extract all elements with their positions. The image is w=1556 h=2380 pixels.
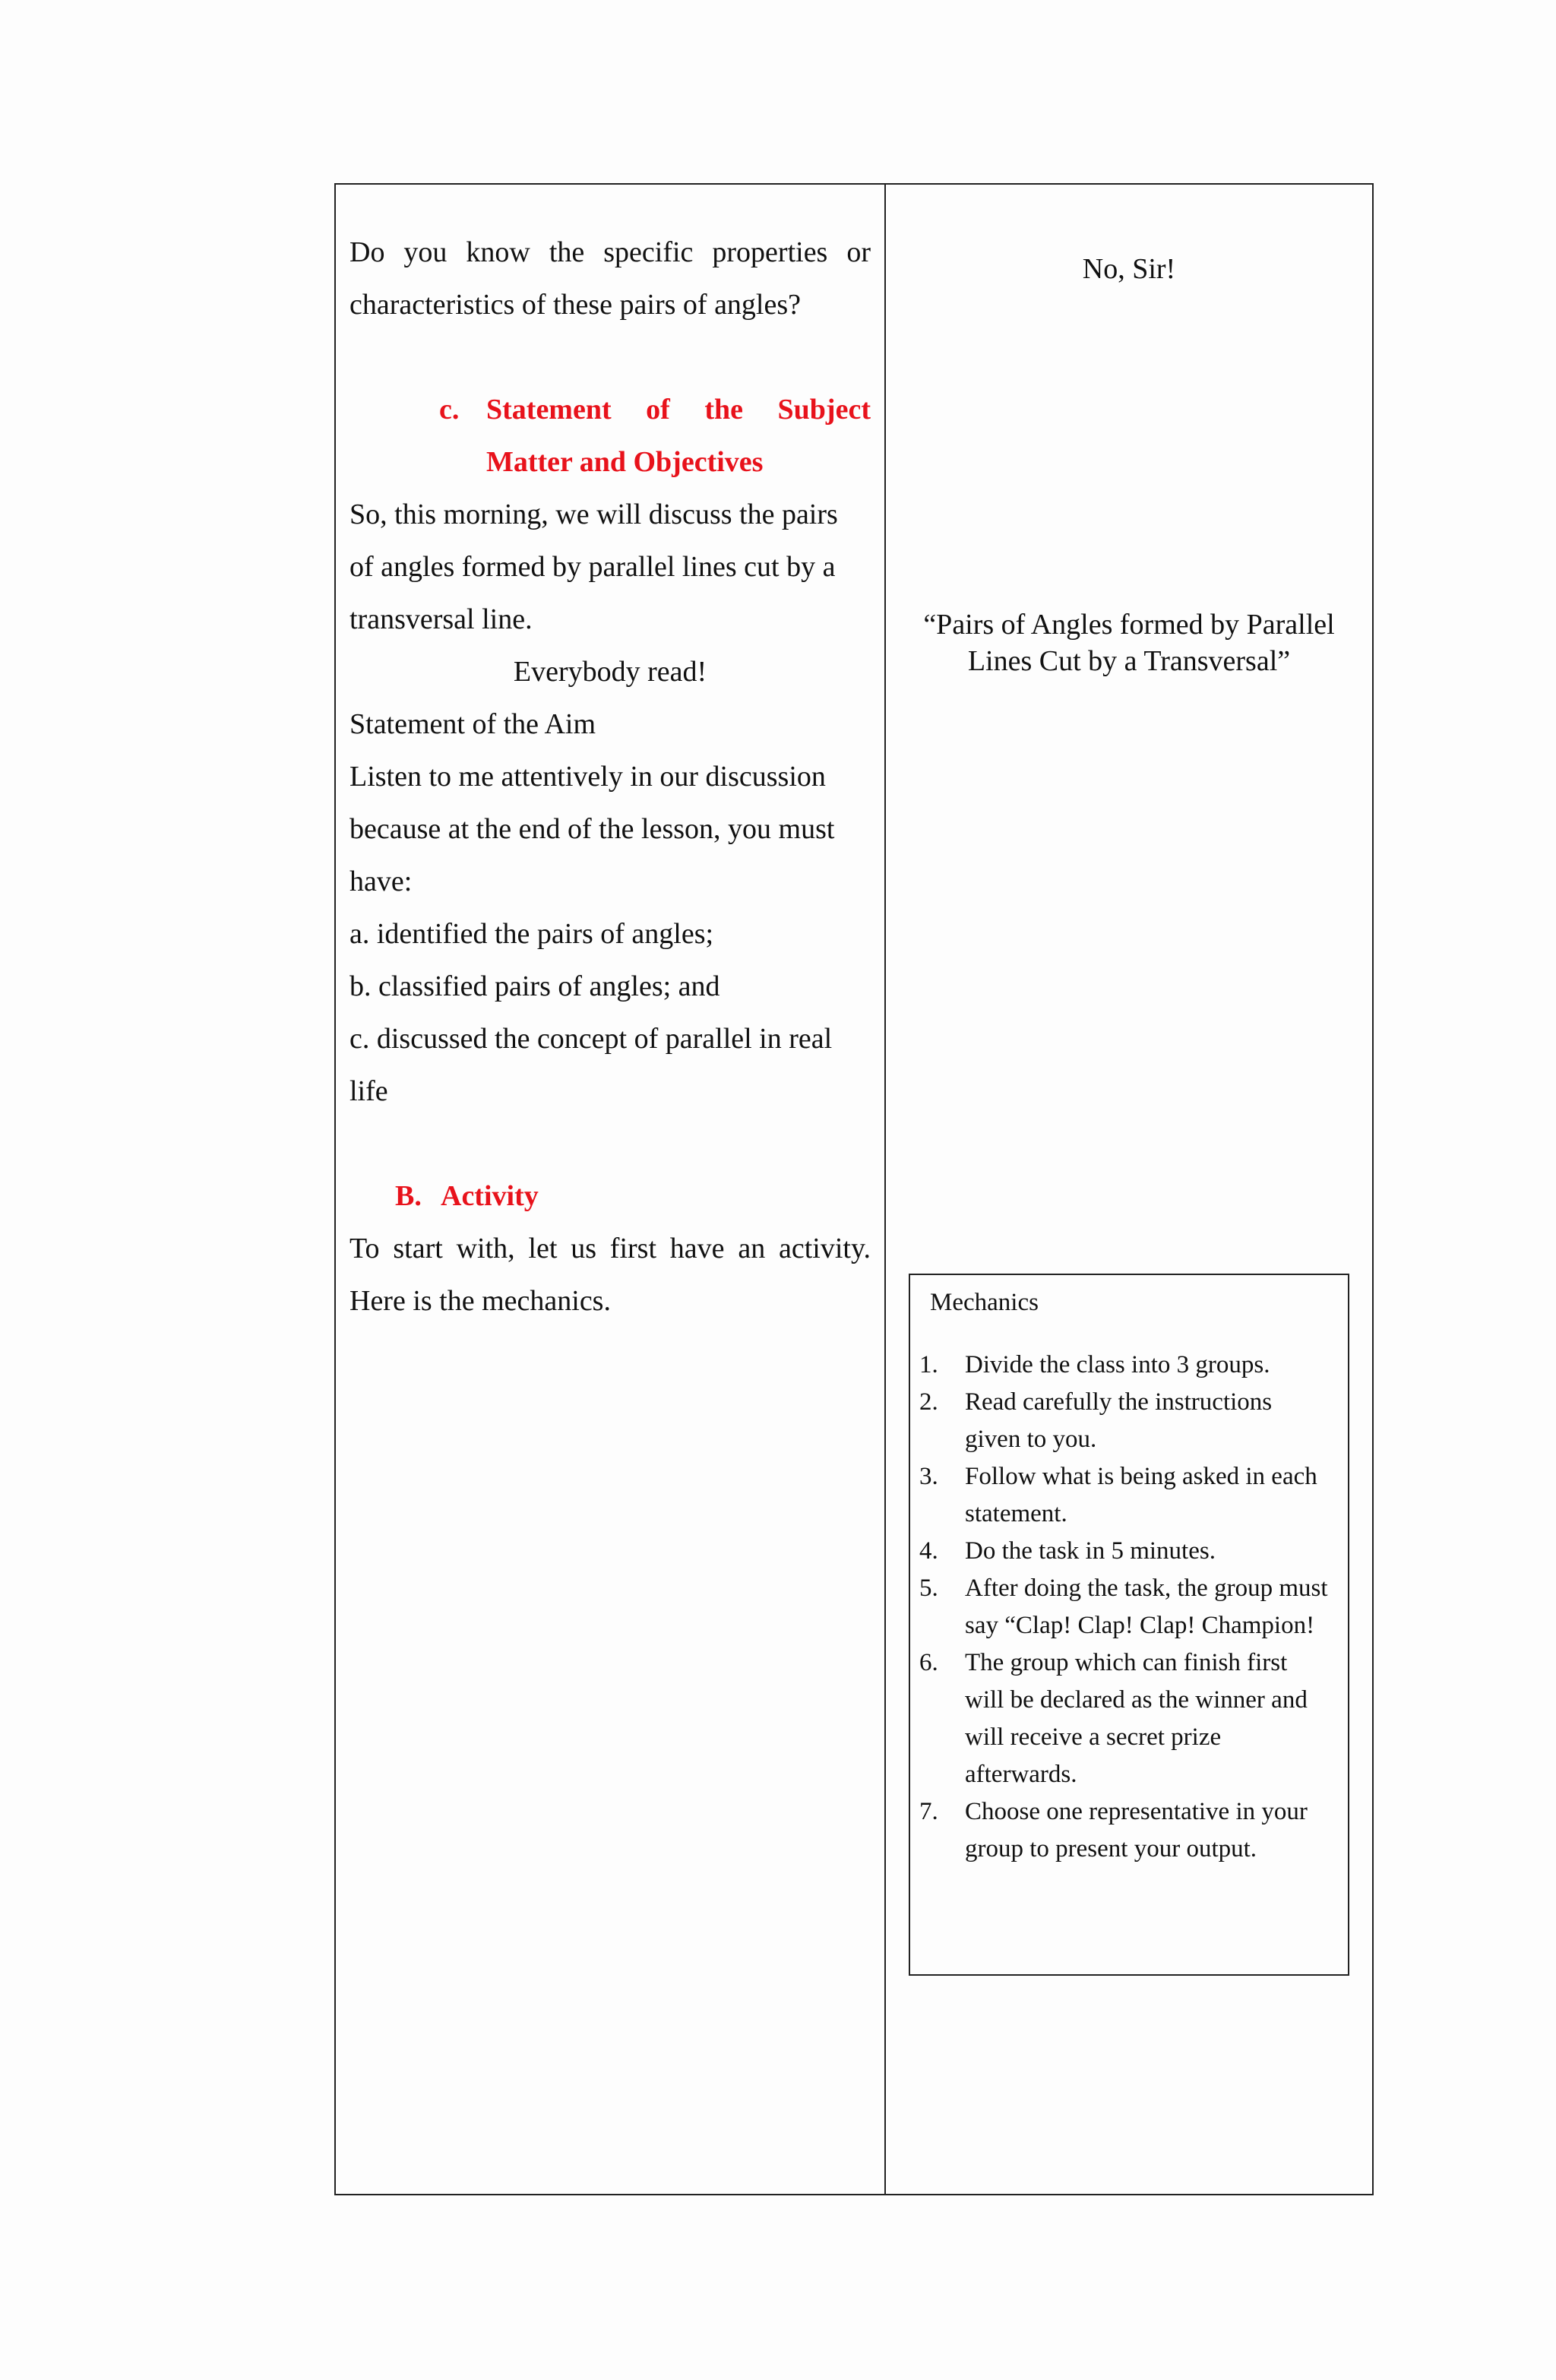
objective-item: c. discussed the concept of parallel in real (349, 1023, 833, 1055)
mechanics-item (919, 1458, 1330, 1533)
mechanics-item (919, 1533, 1330, 1570)
teacher-column (349, 226, 871, 1328)
student-answer-no: No, Sir! (1082, 253, 1176, 285)
mechanics-box (909, 1274, 1349, 1976)
mechanics-item (919, 1570, 1330, 1644)
mechanics-item-text: Follow what is being asked in each statement. (965, 1463, 1317, 1527)
section-c-heading (349, 384, 871, 489)
mechanics-item (919, 1347, 1330, 1384)
section-c-title-line2: Matter and Objectives (486, 446, 764, 478)
answer-title-line1: “Pairs of Angles formed by Parallel (923, 609, 1335, 641)
section-b-marker: B. (395, 1180, 422, 1212)
mechanics-item-number: 4. (919, 1537, 938, 1565)
mechanics-item (919, 1793, 1330, 1868)
intro-line-1: So, this morning, we will discuss the pairs (349, 498, 838, 530)
mechanics-item-text: Do the task in 5 minutes. (965, 1537, 1216, 1565)
mechanics-item-number: 6. (919, 1649, 938, 1676)
section-b-title: Activity (441, 1180, 539, 1212)
student-answer-title (901, 606, 1357, 679)
objective-item: life (349, 1075, 388, 1107)
listen-line-2: because at the end of the lesson, you must (349, 813, 835, 845)
mechanics-item-number: 1. (919, 1351, 938, 1378)
mechanics-item-text: Choose one representative in your group to present your output. (965, 1798, 1308, 1863)
mechanics-item-number: 3. (919, 1463, 938, 1490)
section-c-title-line1: Statement of the Subject (486, 394, 871, 426)
mechanics-item-text: Divide the class into 3 groups. (965, 1351, 1270, 1378)
activity-text: To start with, let us first have an activity. Here is the mechanics. (349, 1233, 871, 1317)
mechanics-item-text: Read carefully the instructions given to you. (965, 1388, 1273, 1453)
intro-line-3: transversal line. (349, 603, 533, 635)
mechanics-list (919, 1347, 1330, 1868)
statement-of-aim: Statement of the Aim (349, 708, 596, 740)
mechanics-item-number: 5. (919, 1575, 938, 1602)
mechanics-item-text: After doing the task, the group must say “Clap! Clap! Clap! Champion! (965, 1575, 1328, 1639)
question-text: Do you know the specific properties or characteristics of these pairs of angles? (349, 236, 871, 321)
objective-item: a. identified the pairs of angles; (349, 918, 714, 950)
mechanics-item-text: The group which can finish first will be declared as the winner and will receive a secret prize afterwards. (965, 1649, 1308, 1788)
objective-item: b. classified pairs of angles; and (349, 970, 720, 1002)
listen-line-3: have: (349, 866, 413, 897)
mechanics-item-number: 2. (919, 1388, 938, 1416)
answer-title-line2: Lines Cut by a Transversal” (967, 645, 1291, 677)
section-c-marker: c. (439, 394, 460, 426)
intro-line-2: of angles formed by parallel lines cut by a (349, 551, 836, 583)
listen-line-1: Listen to me attentively in our discussion (349, 761, 826, 793)
mechanics-item-number: 7. (919, 1798, 938, 1825)
column-divider (884, 183, 886, 2195)
mechanics-item (919, 1644, 1330, 1793)
mechanics-item (919, 1384, 1330, 1458)
section-b-heading (349, 1170, 871, 1223)
mechanics-title: Mechanics (930, 1289, 1039, 1316)
everybody-read-text: Everybody read! (513, 656, 707, 688)
